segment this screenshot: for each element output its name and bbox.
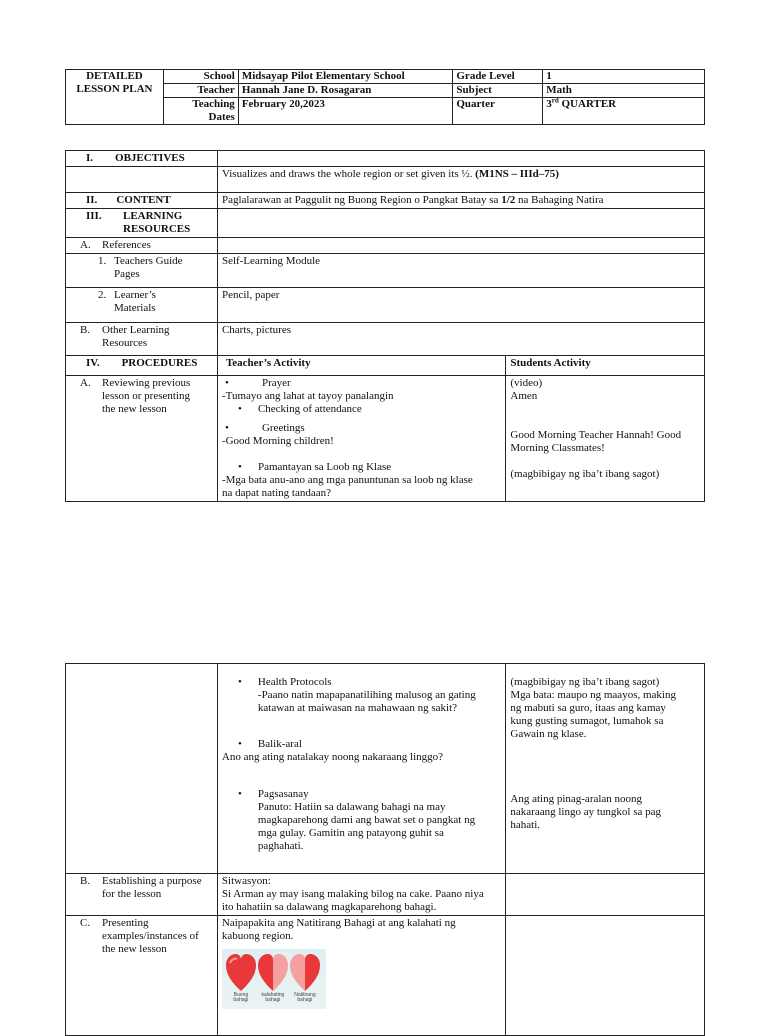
teaching-dates-value: February 20,2023 — [241, 98, 325, 110]
procedure-c-letter: C. — [80, 917, 91, 929]
student-answers-2: (magbibigay ng iba’t ibang sagot) — [510, 676, 660, 688]
school-label: School — [203, 70, 235, 82]
quarter-label: Quarter — [456, 98, 495, 110]
lesson-header-table — [65, 69, 705, 125]
procedure-c-line2: kabuong region. — [221, 930, 294, 942]
learners-materials-label: Learner’s Materials — [114, 289, 156, 314]
lesson-plan-table — [65, 150, 705, 502]
other-resources-value: Charts, pictures — [221, 324, 291, 336]
teachers-activity-header: Teacher’s Activity — [225, 357, 311, 369]
document-title-line2: LESSON PLAN — [76, 83, 153, 95]
references-row — [66, 238, 705, 254]
student-amen: Amen — [510, 390, 538, 402]
procedure-b-letter: B. — [80, 875, 91, 887]
procedure-a-continued-row — [66, 664, 705, 874]
learning-resources-heading-line1: LEARNING — [123, 210, 183, 222]
references-letter: A. — [80, 239, 91, 251]
pagsasanay-line3: mga gulay. Gamitin ang patayong guhit sa — [257, 827, 444, 839]
document-title-line1: DETAILED — [86, 70, 143, 82]
subject-value: Math — [546, 84, 572, 96]
lesson-plan-table-page2 — [65, 663, 705, 1036]
procedure-b-label: Establishing a purpose for the lesson — [102, 875, 202, 900]
grade-level-value: 1 — [546, 70, 552, 82]
procedure-a-label: Reviewing previous lesson or presenting the new lesson — [102, 377, 191, 415]
teachers-guide-label: Teachers Guide Pages — [114, 255, 183, 280]
content-num: II. — [86, 194, 98, 206]
student-good-morning-line2: Morning Classmates! — [510, 442, 605, 454]
procedure-b-teacher-cell — [217, 874, 505, 916]
objectives-text: Visualizes and draws the whole region or set given its ½. — [221, 168, 476, 180]
objectives-text-row — [66, 167, 705, 193]
student-review-line1: Ang ating pinag-aralan noong — [510, 793, 643, 805]
learning-resources-num: III. — [86, 210, 102, 222]
balik-aral-line: Ano ang ating natalakay noong nakaraang linggo? — [221, 751, 444, 763]
sitwasyon-label: Sitwasyon: — [221, 875, 271, 887]
content-row — [66, 193, 705, 209]
learning-resources-heading-line2: RESOURCES — [123, 223, 191, 235]
remaining-heart-icon: Natitirang bahagi — [290, 953, 320, 1003]
student-rules-line2: ng mabuti sa guro, itaas ang kamay — [510, 702, 666, 714]
teachers-guide-row — [66, 254, 705, 288]
procedure-a-teacher-cell — [217, 376, 505, 502]
procedure-a-students-cell — [506, 376, 705, 502]
objectives-num: I. — [86, 152, 94, 164]
procedure-c-line1: Naipapakita ang Natitirang Bahagi at ang kalahati ng — [221, 917, 456, 929]
learners-materials-value: Pencil, paper — [221, 289, 280, 301]
procedures-heading: PROCEDURES — [121, 357, 198, 369]
prayer-line: -Tumayo ang lahat at tayoy panalangin — [221, 390, 394, 402]
teaching-dates-label-line2: Dates — [208, 111, 235, 123]
procedure-c-teacher-cell — [217, 916, 505, 1036]
procedure-c-label: Presenting examples/instances of the new lesson — [102, 917, 199, 955]
procedure-c-row — [66, 916, 705, 1036]
pagsasanay-item: • Pagsasanay — [237, 788, 309, 800]
pagsasanay-line4: paghahati. — [257, 840, 304, 852]
teaching-dates-label-line1: Teaching — [192, 98, 235, 110]
procedures-num: IV. — [86, 357, 100, 369]
content-text-before: Paglalarawan at Paggulit ng Buong Region o Pangkat Batay sa — [221, 194, 502, 206]
content-heading: CONTENT — [116, 194, 171, 206]
procedure-a-continued-students-cell — [506, 664, 705, 874]
sitwasyon-line2: ito hahatiin sa dalawang magkaparehong bahagi. — [221, 901, 437, 913]
health-protocols-item: • Health Protocols — [237, 676, 332, 688]
procedure-a-continued-teacher-cell — [217, 664, 505, 874]
student-rules-line3: kung gusting sumagot, lumahok sa — [510, 715, 664, 727]
student-review-line2: nakaraang lingo ay tungkol sa pag — [510, 806, 661, 818]
teacher-label: Teacher — [197, 84, 235, 96]
student-review-line3: hahati. — [510, 819, 541, 831]
procedure-b-row — [66, 874, 705, 916]
grade-level-label: Grade Level — [456, 70, 515, 82]
health-line2: katawan at maiwasan na mahawaan ng sakit? — [257, 702, 458, 714]
procedure-a-letter: A. — [80, 377, 91, 389]
health-line1: -Paano natin mapapanatilihing malusog an gating — [257, 689, 476, 701]
subject-label: Subject — [456, 84, 492, 96]
student-good-morning-line1: Good Morning Teacher Hannah! Good — [510, 429, 682, 441]
procedure-a-row — [66, 376, 705, 502]
objectives-code: (M1NS – IIId–75) — [475, 168, 559, 180]
teachers-guide-num: 1. — [98, 255, 107, 267]
content-text-after: na Bahaging Natira — [515, 194, 604, 206]
learners-materials-row — [66, 288, 705, 323]
content-fraction: 1/2 — [501, 194, 516, 206]
teachers-guide-value: Self-Learning Module — [221, 255, 321, 267]
whole-heart-icon: Buong bahagi — [226, 953, 256, 1003]
student-video: (video) — [510, 377, 543, 389]
student-rules-line1: Mga bata: maupo ng maayos, making — [510, 689, 676, 701]
other-resources-row — [66, 323, 705, 356]
students-activity-header: Students Activity — [510, 357, 591, 369]
sitwasyon-line1: Si Arman ay may isang malaking bilog na cake. Paano niya — [221, 888, 484, 900]
objectives-heading: OBJECTIVES — [115, 152, 185, 164]
student-answers: (magbibigay ng iba’t ibang sagot) — [510, 468, 660, 480]
quarter-value: 3rd QUARTER — [546, 96, 617, 110]
other-resources-letter: B. — [80, 324, 91, 336]
procedures-header-row — [66, 356, 705, 376]
school-value: Midsayap Pilot Elementary School — [241, 70, 405, 82]
student-rules-line4: Gawain ng klase. — [510, 728, 587, 740]
teacher-value: Hannah Jane D. Rosagaran — [241, 84, 372, 96]
pamantayan-line2: na dapat nating tandaan? — [221, 487, 331, 499]
attendance-item: • Checking of attendance — [238, 403, 362, 415]
prayer-item: • Prayer — [224, 377, 291, 389]
balik-aral-item: • Balik-aral — [237, 738, 302, 750]
document-title-cell — [66, 70, 164, 125]
learning-resources-row — [66, 209, 705, 238]
pamantayan-item: • Pamantayan sa Loob ng Klase — [238, 461, 392, 473]
other-resources-label: Other Learning Resources — [102, 324, 170, 349]
learners-materials-num: 2. — [98, 289, 107, 301]
hearts-picture — [222, 949, 326, 1009]
pagsasanay-line2: magkaparehong dami ang bawat set o pangkat ng — [257, 814, 476, 826]
greetings-line: -Good Morning children! — [221, 435, 334, 447]
objectives-row — [66, 151, 705, 167]
half-heart-icon: kalahating bahagi — [258, 953, 288, 1003]
references-label: References — [102, 239, 151, 251]
greetings-item: • Greetings — [224, 422, 305, 434]
pamantayan-line1: -Mga bata anu-ano ang mga panuntunan sa loob ng klase — [221, 474, 473, 486]
pagsasanay-line1: Panuto: Hatiin sa dalawang bahagi na may — [257, 801, 446, 813]
